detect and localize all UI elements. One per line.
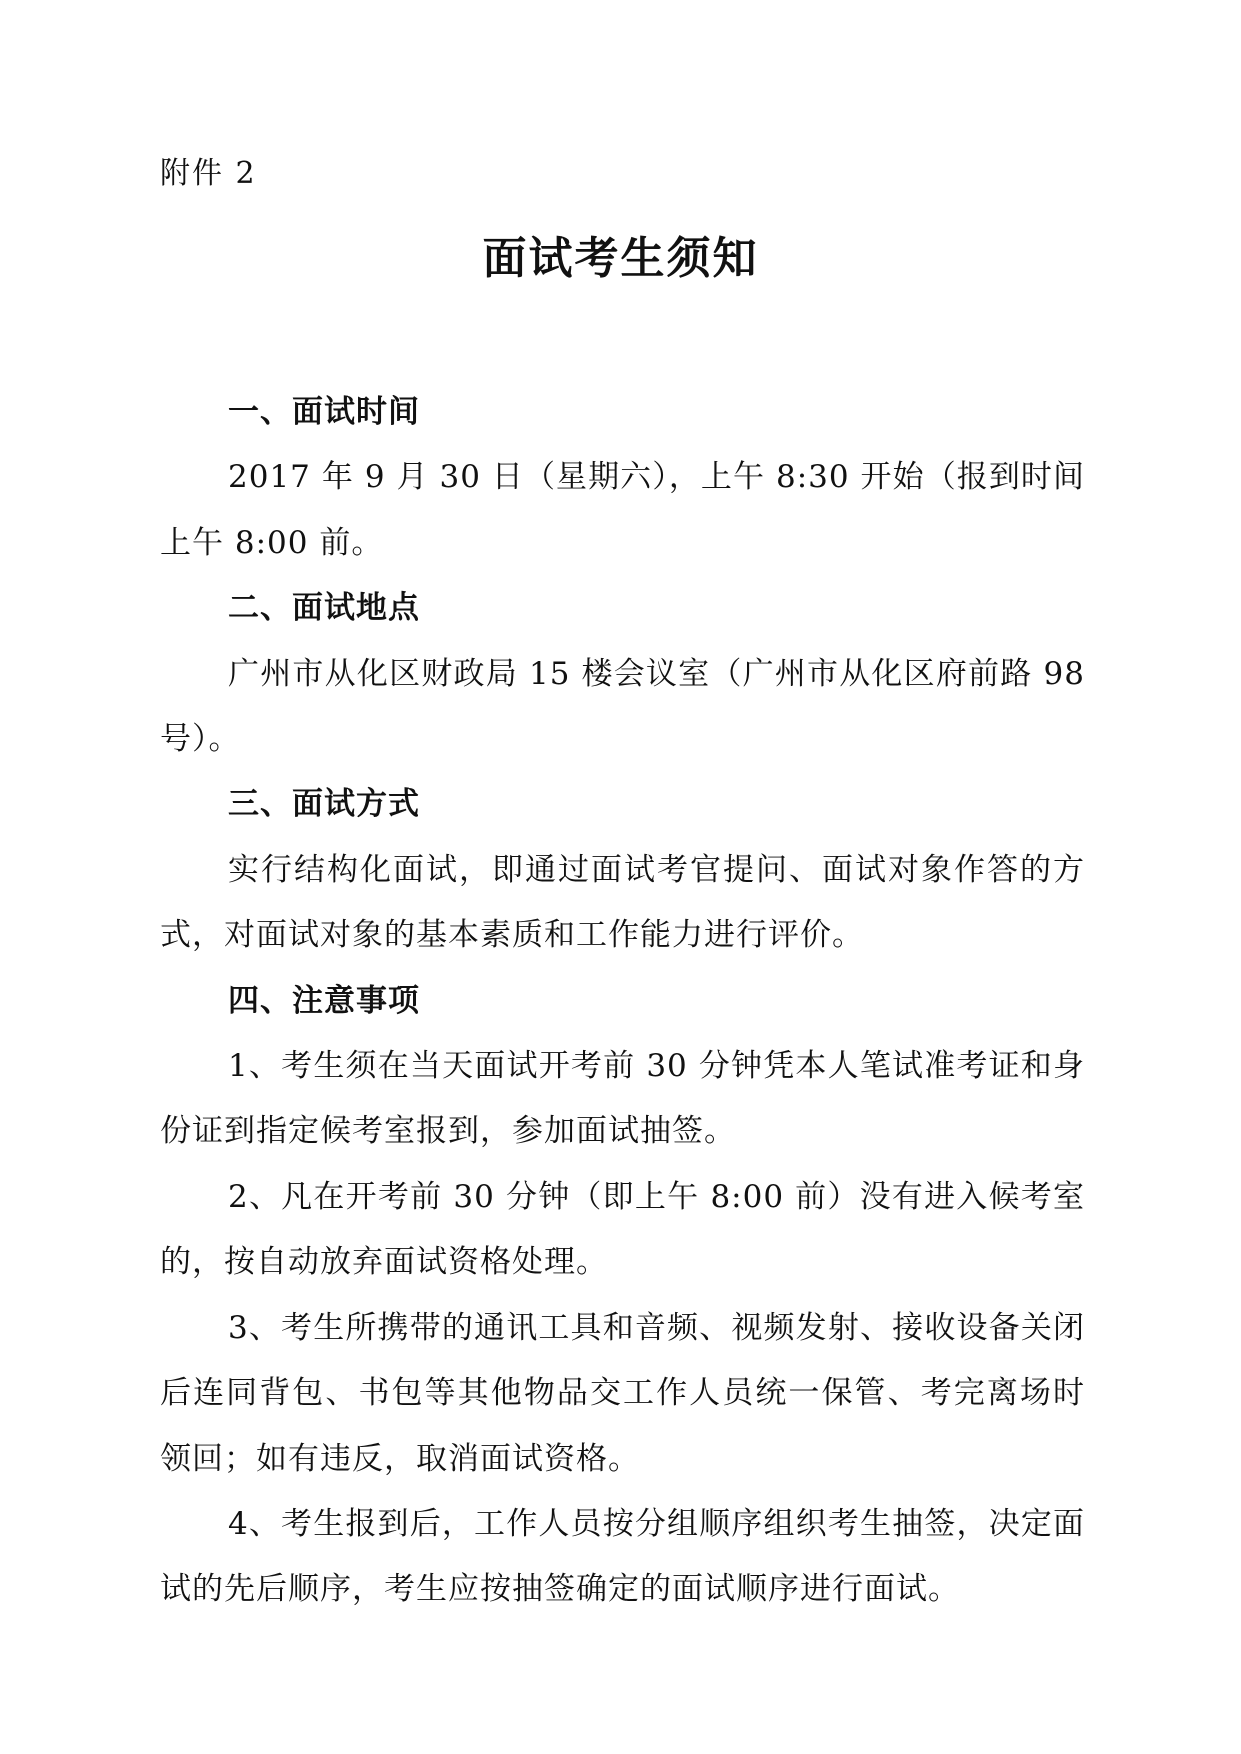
section-heading: 二、面试地点 <box>228 590 420 627</box>
paragraph: 3、考生所携带的通讯工具和音频、视频发射、接收设备关闭后连同背包、书包等其他物品交工作人员统一保管、考完离场时领回；如有违反，取消面试资格。 <box>160 1309 1085 1477</box>
section-heading: 一、面试时间 <box>228 394 420 430</box>
section-heading: 三、面试方式 <box>228 786 420 823</box>
section-heading: 四、注意事项 <box>228 982 420 1019</box>
paragraph: 1、考生须在当天面试开考前 30 分钟凭本人笔试准考证和身份证到指定候考室报到，参加面试抽签。 <box>160 1048 1085 1150</box>
paragraph: 4、考生报到后，工作人员按分组顺序组织考生抽签，决定面试的先后顺序，考生应按抽签确定的面试顺序进行面试。 <box>160 1505 1085 1608</box>
section-interview-method <box>160 772 1085 968</box>
attachment-label: 附件 2 <box>160 156 257 191</box>
document-title: 面试考生须知 <box>482 233 759 284</box>
paragraph: 2017 年 9 月 30 日（星期六），上午 8:30 开始（报到时间上午 8:00 前。 <box>160 459 1085 561</box>
section-notes <box>160 969 1085 1623</box>
section-interview-time <box>160 380 1085 576</box>
document-body <box>160 380 1085 1623</box>
paragraph: 广州市从化区财政局 15 楼会议室（广州市从化区府前路 98 号）。 <box>160 655 1085 758</box>
paragraph: 2、凡在开考前 30 分钟（即上午 8:00 前）没有进入候考室的，按自动放弃面试资格处理。 <box>160 1178 1085 1281</box>
paragraph: 实行结构化面试，即通过面试考官提问、面试对象作答的方式，对面试对象的基本素质和工作能力进行评价。 <box>160 851 1085 954</box>
section-interview-location <box>160 576 1085 772</box>
